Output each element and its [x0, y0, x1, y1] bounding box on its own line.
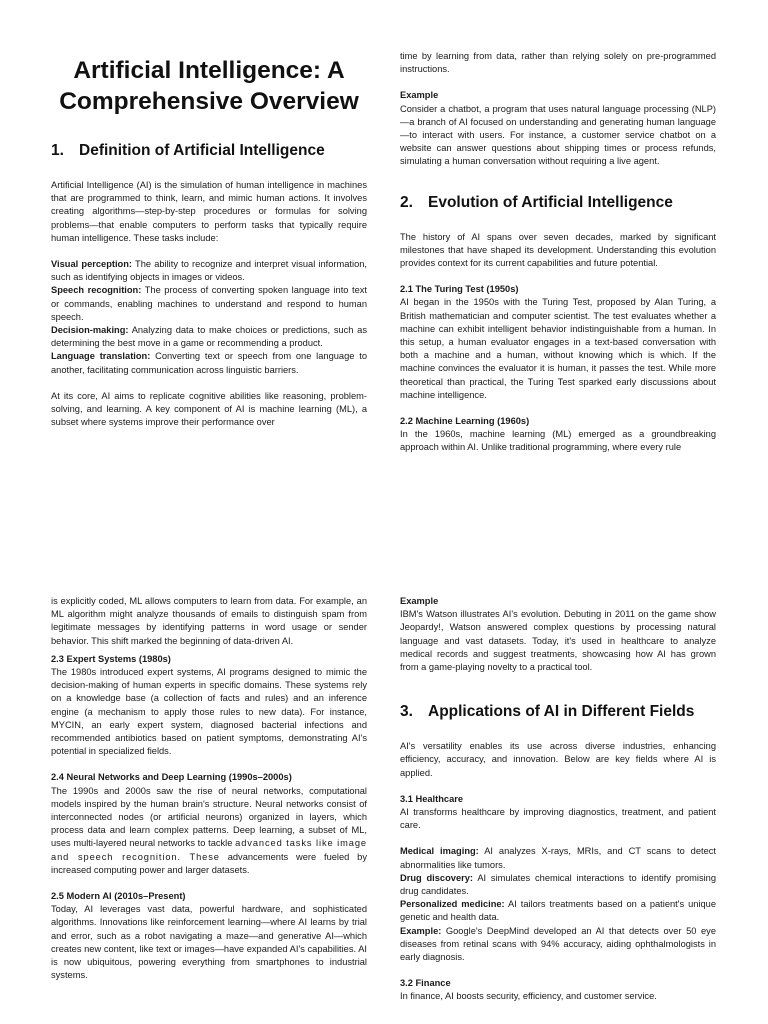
machine-learning-heading: 2.2 Machine Learning (1960s) [400, 416, 530, 427]
finance-heading: 3.2 Finance [400, 978, 451, 989]
healthcare-item: Example: Google's DeepMind developed an AI that detects over 50 eye diseases from retinal scans with 94% accuracy, aiding ophthalmologists in early diagnosis. [400, 925, 716, 963]
healthcare-item: Drug discovery: AI simulates chemical interactions to identify promising drug candidates. [400, 872, 716, 897]
modern-ai-heading: 2.5 Modern AI (2010s–Present) [51, 891, 186, 902]
task-item: Visual perception: The ability to recognize and interpret visual information, such as identifying objects in images or videos. [51, 259, 368, 283]
ml-continued-paragraph: is explicitly coded, ML allows computers to learn from data. For example, an ML algorithm might analyze thousands of emails to distinguish spam from legitimate messages by identifying patterns in word usage or sender behavior. This shift marked the beginning of data-driven AI. [51, 596, 367, 646]
task-item: Language translation: Converting text or speech from one language to another, facilitating communication across linguistic barriers. [51, 351, 367, 375]
modern-ai-paragraph: Today, AI leverages vast data, powerful hardware, and sophisticated algorithms. Innovations like reinforcement learning—where AI learns by trial and error, such as a robot navigating a maze—and generative AI—which creates new content, like text or images—have expanded AI's capabilities. AI is now ubiquitous, powering everything from smartphones to industrial systems. [51, 904, 367, 981]
watson-example-heading: Example [400, 596, 439, 606]
finance-paragraph: In finance, AI boosts security, efficiency, and customer service. [400, 991, 657, 1002]
continued-paragraph: time by learning from data, rather than relying solely on pre-programmed instructions. [400, 51, 716, 75]
healthcare-paragraph: AI transforms healthcare by improving diagnostics, treatment, and patient care. [400, 807, 716, 831]
turing-test-paragraph: AI began in the 1950s with the Turing Test, proposed by Alan Turing, a British mathematician and computer scientist. The test evaluates whether a machine can exhibit intelligent behavior indistinguishable from a human. In this setup, a human evaluator engages in a text-based conversation with both a machine and a human, without knowing which is which. If the machine convinces the evaluator it is human, it passes the test. While more theoretical than practical, the Turing Test sparked early discussions about machine intelligence. [400, 297, 716, 400]
evolution-intro: The history of AI spans over seven decades, marked by significant milestones that have shaped its development. Understanding this evolution provides context for its current capabilities and future potential. [400, 231, 716, 269]
expert-systems-heading: 2.3 Expert Systems (1980s) [51, 653, 171, 664]
neural-networks-paragraph: The 1990s and 2000s saw the rise of neural networks, computational models inspired by the human brain's structure. Neural networks consist of interconnected nodes (or artificial neurons) organized in layers, which process data and learn complex patterns. Deep learning, a subset of ML, uses multi-layered neural networks to tackle advanced tasks like image and speech recognition. These advancements were fueled by increased computing power and larger datasets. [51, 785, 367, 875]
section-1-heading: 1. Definition of Artificial Intelligence [51, 142, 325, 159]
example-heading: Example [400, 90, 439, 101]
machine-learning-paragraph: In the 1960s, machine learning (ML) emerged as a groundbreaking approach within AI. Unlike traditional programming, where every rule [400, 429, 716, 453]
healthcare-item: Personalized medicine: AI tailors treatments based on a patient's unique genetic and health data. [400, 899, 716, 923]
definition-paragraph: Artificial Intelligence (AI) is the simulation of human intelligence in machines that are programmed to think, learn, and mimic human actions. It involves creating algorithms—step-by-step procedures or formulas for solving problems—that enable computers to perform tasks that typically require human intelligence. These tasks include: [51, 180, 367, 243]
section-2-heading: 2. Evolution of Artificial Intelligence [400, 193, 673, 211]
watson-example-paragraph: IBM's Watson illustrates AI's evolution. Debuting in 2011 on the game show Jeopardy!, Watson answered complex questions by processing natural language and vast datasets. Today, it's used in healthcare to analyze medical records and suggest treatments, showcasing how AI has grown from a game-playing novelty to a practical tool. [400, 609, 716, 673]
column-top-right [400, 50, 716, 455]
task-item: Speech recognition: The process of converting spoken language into text or commands, enabling machines to understand and respond to human speech. [51, 285, 367, 322]
applications-intro: AI's versatility enables its use across diverse industries, enhancing efficiency, accuracy, and innovation. Below are key fields where AI is applied. [400, 741, 716, 778]
turing-test-heading: 2.1 The Turing Test (1950s) [400, 284, 519, 295]
core-paragraph: At its core, AI aims to replicate cognitive abilities like reasoning, problem-solving, and learning. A key component of AI is machine learning (ML), a subset where systems improve their performance over [51, 390, 367, 428]
task-item: Decision-making: Analyzing data to make choices or predictions, such as determining the best move in a game or recommending a product. [51, 325, 367, 349]
column-top-left [51, 55, 367, 429]
column-bottom-right [400, 595, 716, 1004]
expert-systems-paragraph: The 1980s introduced expert systems, AI programs designed to mimic the decision-making of human experts in specific domains. These systems rely on a knowledge base (a collection of facts and rules) and an inference engine (a mechanism to apply those rules to new data). For instance, MYCIN, an early expert system, diagnosed bacterial infections and recommended antibiotics based on patient symptoms, demonstrating AI's potential in specialized fields. [51, 667, 367, 757]
chatbot-example: Consider a chatbot, a program that uses natural language processing (NLP)—a branch of AI focused on understanding and generating human language—to interact with users. For instance, a customer service chatbot on a website can answer questions about shipping times or process refunds, simulating a human conversation without requiring a live agent. [400, 103, 716, 167]
healthcare-heading: 3.1 Healthcare [400, 793, 464, 804]
document-title: Artificial Intelligence: A Comprehensive Overview [59, 57, 359, 115]
column-bottom-left [51, 595, 367, 982]
healthcare-item: Medical imaging: AI analyzes X-rays, MRIs, and CT scans to detect abnormalities like tumors. [400, 846, 717, 870]
neural-networks-heading: 2.4 Neural Networks and Deep Learning (1990s–2000s) [51, 772, 292, 783]
section-3-heading: 3. Applications of AI in Different Fields [400, 703, 695, 721]
